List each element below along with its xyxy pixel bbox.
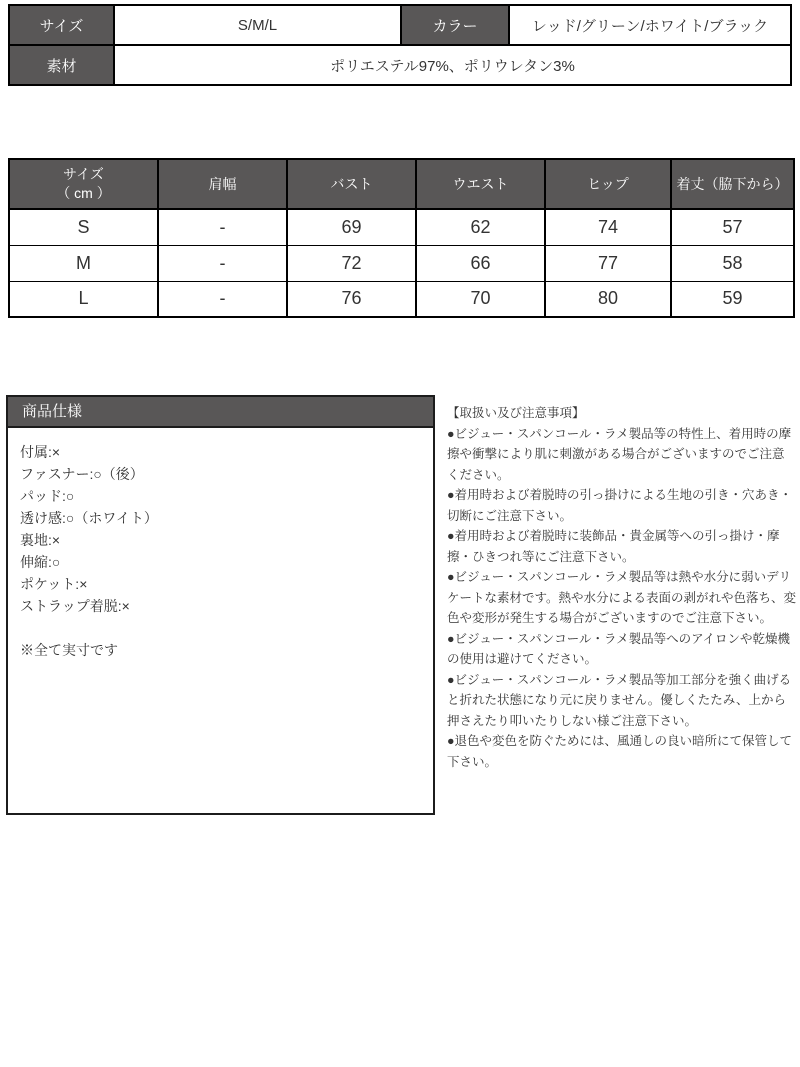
spec-item-pocket: ポケット:× [20, 576, 88, 592]
header-length: 着丈（脇下から） [671, 159, 794, 209]
cell-size: L [9, 281, 158, 317]
header-size-line1: サイズ [63, 166, 104, 182]
product-spec-list [8, 428, 433, 661]
spec-item-sheerness: 透け感:○（ホワイト） [20, 510, 158, 526]
spec-item-accessory: 付属:× [20, 444, 61, 460]
table-row-l [9, 281, 794, 317]
product-spec-box [6, 395, 435, 815]
cell-bust: 76 [287, 281, 416, 317]
cell-length: 59 [671, 281, 794, 317]
handling-notes-title: 【取扱い及び注意事項】 [447, 406, 585, 420]
cell-length: 57 [671, 209, 794, 245]
table-row-m [9, 245, 794, 281]
handling-note: ●退色や変色を防ぐためには、風通しの良い暗所にて保管して下さい。 [447, 734, 793, 769]
spec-item-strap: ストラップ着脱:× [20, 598, 130, 614]
size-value-cell: S/M/L [114, 5, 401, 45]
product-spec-title: 商品仕様 [8, 397, 433, 428]
spec-item-lining: 裏地:× [20, 532, 61, 548]
size-color-material-table [8, 4, 792, 86]
cell-hip: 77 [545, 245, 671, 281]
size-label-cell: サイズ [9, 5, 114, 45]
cell-shoulder: - [158, 209, 287, 245]
handling-note: ●ビジュー・スパンコール・ラメ製品等へのアイロンや乾燥機の使用は避けてください。 [447, 631, 791, 666]
handling-note: ●ビジュー・スパンコール・ラメ製品等の特性上、着用時の摩擦や衝撃により肌に刺激がある場合がございますのでご注意ください。 [447, 426, 792, 482]
cell-waist: 62 [416, 209, 545, 245]
handling-note: ●ビジュー・スパンコール・ラメ製品等加工部分を強く曲げると折れた状態になり元に戻りません。優しくたたみ、上から押さえたり叩いたりしない様ご注意下さい。 [447, 672, 792, 728]
cell-hip: 74 [545, 209, 671, 245]
handling-note: ●着用時および着脱時に装飾品・貴金属等への引っ掛け・摩擦・ひきつれ等にご注意下さい。 [447, 529, 780, 564]
material-label-cell: 素材 [9, 45, 114, 85]
cell-length: 58 [671, 245, 794, 281]
measurements-header-row [9, 159, 794, 209]
cell-hip: 80 [545, 281, 671, 317]
cell-bust: 69 [287, 209, 416, 245]
header-waist: ウエスト [416, 159, 545, 209]
cell-size: S [9, 209, 158, 245]
handling-notes [447, 403, 796, 772]
cell-shoulder: - [158, 245, 287, 281]
header-shoulder: 肩幅 [158, 159, 287, 209]
header-size-cm [9, 159, 158, 209]
color-value-cell: レッド/グリーン/ホワイト/ブラック [509, 5, 791, 45]
table-row-s [9, 209, 794, 245]
spec-footnote: ※全て実寸です [20, 642, 118, 658]
cell-size: M [9, 245, 158, 281]
table-row [9, 45, 791, 85]
color-label-cell: カラー [401, 5, 509, 45]
material-value-cell: ポリエステル97%、ポリウレタン3% [114, 45, 791, 85]
measurements-table [8, 158, 795, 318]
handling-note: ●着用時および着脱時の引っ掛けによる生地の引き・穴あき・切断にご注意下さい。 [447, 488, 793, 523]
cell-waist: 66 [416, 245, 545, 281]
spec-item-pad: パッド:○ [20, 488, 75, 504]
handling-note: ●ビジュー・スパンコール・ラメ製品等は熱や水分に弱いデリケートな素材です。熱や水分による表面の剥がれや色落ち、変色や変形が発生する場合がございますのでご注意下さい。 [447, 570, 797, 625]
table-row [9, 5, 791, 45]
cell-bust: 72 [287, 245, 416, 281]
header-hip: ヒップ [545, 159, 671, 209]
spec-item-stretch: 伸縮:○ [20, 554, 61, 570]
header-bust: バスト [287, 159, 416, 209]
spec-item-fastener: ファスナー:○（後） [20, 466, 144, 482]
cell-waist: 70 [416, 281, 545, 317]
header-size-line2: （ cm ） [56, 185, 111, 201]
cell-shoulder: - [158, 281, 287, 317]
